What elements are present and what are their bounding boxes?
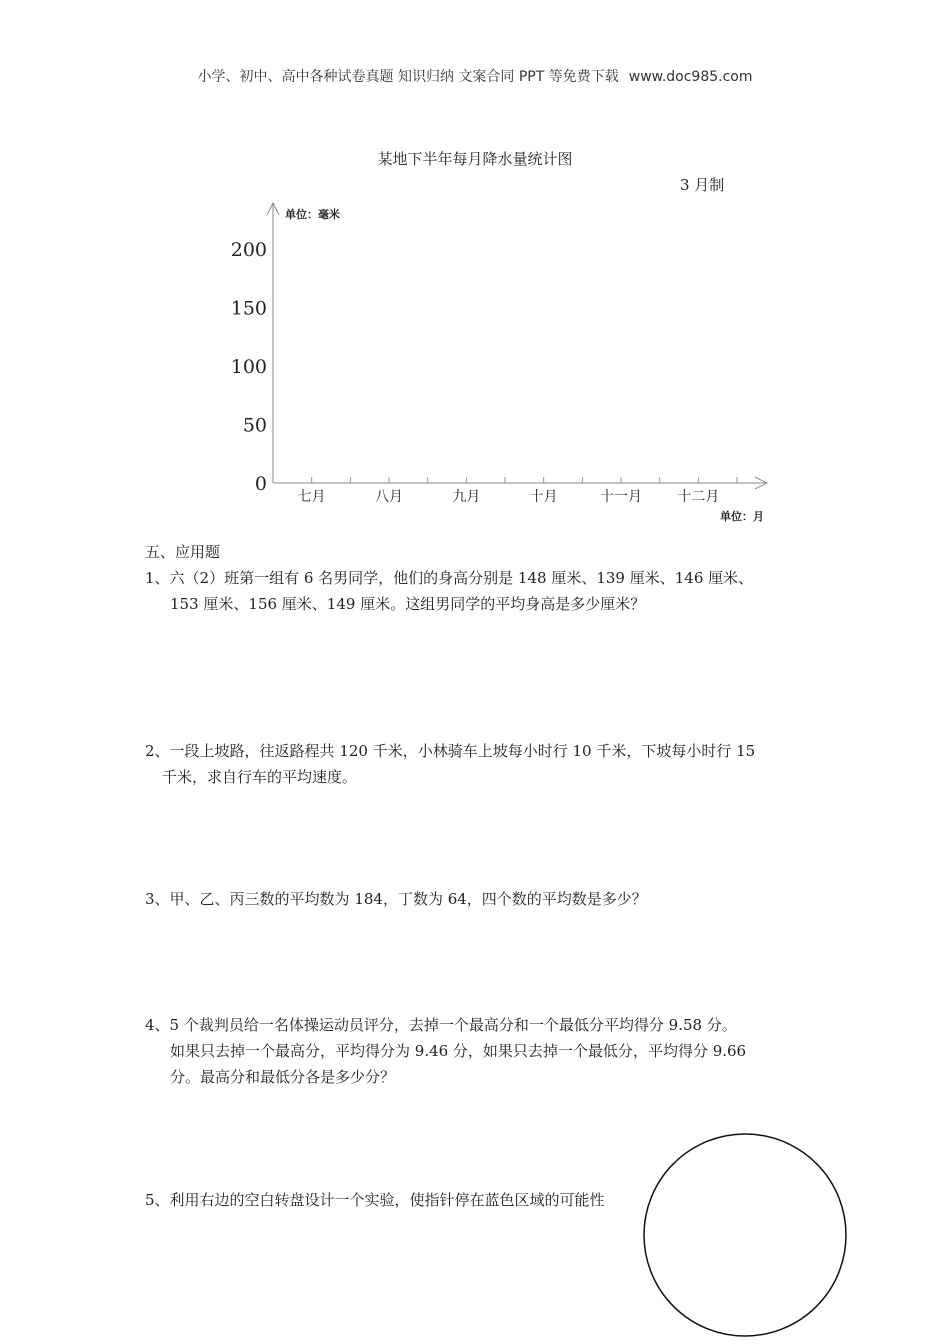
rainfall-chart bbox=[220, 195, 790, 535]
y-tick-label: 100 bbox=[230, 356, 267, 378]
header-text: 小学、初中、高中各种试卷真题 知识归纳 文案合同 PPT 等免费下载 bbox=[197, 69, 619, 85]
y-tick-label: 200 bbox=[230, 239, 267, 261]
question-1 bbox=[145, 565, 815, 617]
x-tick-label: 十二月 bbox=[677, 489, 720, 505]
question-line: 5、利用右边的空白转盘设计一个实验，使指针停在蓝色区域的可能性 bbox=[145, 1191, 605, 1209]
x-ticks bbox=[298, 477, 737, 505]
question-3 bbox=[145, 886, 815, 912]
question-line: 1、六（2）班第一组有 6 名男同学，他们的身高分别是 148 厘米、139 厘米、146 厘米、 bbox=[145, 569, 754, 587]
question-line: 3、甲、乙、丙三数的平均数为 184，丁数为 64，四个数的平均数是多少？ bbox=[145, 890, 647, 908]
x-tick-label: 七月 bbox=[297, 489, 326, 505]
question-line: 分。最高分和最低分各是多少分？ bbox=[170, 1068, 396, 1086]
question-2 bbox=[145, 738, 815, 790]
question-line: 2、一段上坡路，往返路程共 120 千米，小林骑车上坡每小时行 10 千米，下坡每小时行 15 bbox=[145, 742, 756, 760]
y-axis bbox=[267, 203, 279, 483]
question-line: 4、5 个裁判员给一名体操运动员评分，去掉一个最高分和一个最低分平均得分 9.58 分。 bbox=[145, 1016, 737, 1034]
y-tick-label: 50 bbox=[242, 414, 267, 437]
y-ticks bbox=[231, 239, 267, 495]
chart-note: 3 月制 bbox=[680, 176, 725, 194]
x-tick-label: 八月 bbox=[375, 489, 403, 505]
y-unit-label: 单位：毫米 bbox=[285, 208, 340, 221]
question-4 bbox=[145, 1012, 815, 1090]
question-line: 千米，求自行车的平均速度。 bbox=[162, 768, 358, 786]
page-header bbox=[0, 66, 950, 86]
x-tick-label: 十月 bbox=[529, 489, 558, 505]
header-url[interactable]: www.doc985.com bbox=[628, 69, 753, 85]
x-tick-label: 九月 bbox=[452, 489, 481, 505]
chart-title: 某地下半年每月降水量统计图 bbox=[377, 150, 573, 168]
y-tick-label: 0 bbox=[254, 473, 267, 495]
blank-spinner bbox=[642, 1132, 848, 1338]
y-tick-label: 150 bbox=[230, 297, 267, 320]
question-line: 如果只去掉一个最高分，平均得分为 9.46 分，如果只去掉一个最低分，平均得分 9.66 bbox=[170, 1042, 747, 1060]
section-title: 五、应用题 bbox=[145, 543, 221, 561]
question-line: 153 厘米、156 厘米、149 厘米。这组男同学的平均身高是多少厘米？ bbox=[170, 595, 646, 613]
x-unit-label: 单位：月 bbox=[720, 510, 764, 523]
x-tick-label: 十一月 bbox=[600, 489, 642, 505]
x-axis bbox=[273, 477, 767, 489]
